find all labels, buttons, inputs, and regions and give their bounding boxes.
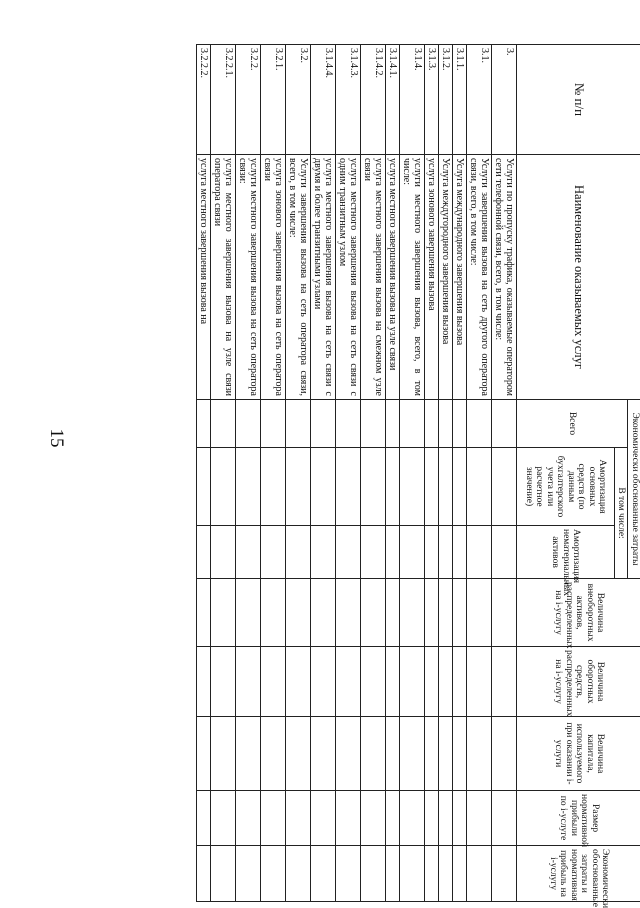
row-value-cell xyxy=(361,717,386,791)
table-row xyxy=(197,45,211,902)
row-value-cell xyxy=(286,400,311,448)
row-value-cell xyxy=(492,791,517,846)
row-value-cell xyxy=(425,526,439,579)
row-service-name: Услуги завершения вызова на сеть другого оператора связи, всего, в том числе: xyxy=(467,155,492,400)
row-value-cell xyxy=(439,647,453,717)
row-value-cell xyxy=(492,647,517,717)
row-value-cell xyxy=(453,448,467,526)
row-value-cell xyxy=(261,846,286,902)
row-number: 3.2. xyxy=(286,45,311,155)
row-value-cell xyxy=(261,448,286,526)
row-value-cell xyxy=(197,400,211,448)
row-value-cell xyxy=(197,846,211,902)
row-value-cell xyxy=(211,400,236,448)
row-value-cell xyxy=(336,526,361,579)
row-value-cell xyxy=(336,647,361,717)
row-number: 3.1.4.1. xyxy=(386,45,400,155)
row-service-name: услуга местного завершения вызова на сеть связи с одним транзитным узлом xyxy=(336,155,361,400)
row-number: 3.1.3. xyxy=(425,45,439,155)
header-econ-group: Экономически обоснованные затраты xyxy=(628,400,640,579)
row-value-cell xyxy=(492,717,517,791)
row-value-cell xyxy=(400,579,425,647)
header-amort-fixed: Амортизация основных средств (по данным бухгалтерского учета или расчетное значение) xyxy=(517,448,615,526)
row-number: 3.2.2.2. xyxy=(197,45,211,155)
table-row xyxy=(336,45,361,902)
rotated-table-container xyxy=(221,44,640,901)
row-value-cell xyxy=(361,448,386,526)
row-number: 3.2.2.1. xyxy=(211,45,236,155)
table-row xyxy=(492,45,517,902)
table-row xyxy=(453,45,467,902)
row-value-cell xyxy=(286,647,311,717)
row-value-cell xyxy=(311,400,336,448)
row-value-cell xyxy=(236,647,261,717)
row-value-cell xyxy=(400,448,425,526)
row-value-cell xyxy=(286,791,311,846)
row-value-cell xyxy=(336,717,361,791)
row-number: 3.1.2. xyxy=(439,45,453,155)
row-value-cell xyxy=(439,791,453,846)
table-row xyxy=(311,45,336,902)
row-value-cell xyxy=(400,400,425,448)
row-value-cell xyxy=(386,647,400,717)
row-number: 3.1. xyxy=(467,45,492,155)
row-value-cell xyxy=(453,791,467,846)
header-profit-size: Размер нормативной прибыли по i-услуге xyxy=(517,791,640,846)
row-service-name: Услуги завершения вызова на сеть оператора связи, всего, в том числе: xyxy=(286,155,311,400)
row-service-name: услуги местного завершения вызова на сеть оператора связи: xyxy=(236,155,261,400)
row-service-name: Услуга международного завершения вызова xyxy=(453,155,467,400)
row-value-cell xyxy=(311,448,336,526)
row-value-cell xyxy=(467,647,492,717)
cost-table xyxy=(196,44,640,902)
row-number: 3.2.1. xyxy=(261,45,286,155)
row-value-cell xyxy=(197,647,211,717)
header-num: № п/п xyxy=(517,45,640,155)
table-row xyxy=(286,45,311,902)
row-value-cell xyxy=(311,717,336,791)
header-capital: Величина капитала, используемого при оказании i-услуги xyxy=(517,717,640,791)
row-value-cell xyxy=(211,579,236,647)
table-row xyxy=(361,45,386,902)
row-service-name: услуга местного завершения вызова на узле связи xyxy=(386,155,400,400)
row-value-cell xyxy=(400,717,425,791)
row-value-cell xyxy=(467,846,492,902)
header-total: Всего xyxy=(517,400,629,448)
row-value-cell xyxy=(400,647,425,717)
row-value-cell xyxy=(236,579,261,647)
row-value-cell xyxy=(311,526,336,579)
header-name: Наименование оказываемых услуг xyxy=(517,155,640,400)
row-value-cell xyxy=(197,448,211,526)
row-value-cell xyxy=(236,846,261,902)
row-value-cell xyxy=(311,647,336,717)
row-value-cell xyxy=(211,717,236,791)
row-value-cell xyxy=(361,526,386,579)
row-value-cell xyxy=(261,717,286,791)
row-value-cell xyxy=(453,400,467,448)
row-value-cell xyxy=(361,400,386,448)
row-value-cell xyxy=(286,717,311,791)
row-value-cell xyxy=(492,400,517,448)
row-number: 3.1.4.4. xyxy=(311,45,336,155)
row-value-cell xyxy=(439,846,453,902)
row-value-cell xyxy=(467,448,492,526)
row-value-cell xyxy=(453,717,467,791)
row-number: 3.1.4.2. xyxy=(361,45,386,155)
table-row xyxy=(467,45,492,902)
row-value-cell xyxy=(261,526,286,579)
row-value-cell xyxy=(211,791,236,846)
row-value-cell xyxy=(425,448,439,526)
row-value-cell xyxy=(236,400,261,448)
table-body xyxy=(197,45,517,902)
row-value-cell xyxy=(492,579,517,647)
row-value-cell xyxy=(286,526,311,579)
row-value-cell xyxy=(311,846,336,902)
row-service-name: услуга местного завершения вызова на сеть связи с двумя и более транзитными узлами xyxy=(311,155,336,400)
row-value-cell xyxy=(386,717,400,791)
row-number: 3.1.1. xyxy=(453,45,467,155)
row-value-cell xyxy=(261,647,286,717)
table-row xyxy=(439,45,453,902)
header-econ-profit: Экономически обоснованные затраты и нормативная прибыль на i-услугу xyxy=(517,846,640,902)
table-row xyxy=(236,45,261,902)
row-value-cell xyxy=(361,791,386,846)
row-value-cell xyxy=(261,791,286,846)
row-service-name: услуга зонового завершения вызова на сеть оператора связи xyxy=(261,155,286,400)
row-value-cell xyxy=(336,400,361,448)
row-value-cell xyxy=(336,791,361,846)
header-current-assets: Величина оборотных средств, распределенных на i-услугу xyxy=(517,647,640,717)
row-value-cell xyxy=(261,400,286,448)
row-value-cell xyxy=(386,526,400,579)
row-value-cell xyxy=(439,717,453,791)
row-value-cell xyxy=(386,579,400,647)
row-value-cell xyxy=(211,647,236,717)
row-value-cell xyxy=(425,647,439,717)
row-value-cell xyxy=(211,448,236,526)
row-number: 3.1.4.3. xyxy=(336,45,361,155)
row-value-cell xyxy=(467,717,492,791)
header-noncurrent-assets: Величина внеоборотных активов, распределенных на i-услугу xyxy=(517,579,640,647)
row-value-cell xyxy=(286,448,311,526)
row-number: 3. xyxy=(492,45,517,155)
row-value-cell xyxy=(492,448,517,526)
row-value-cell xyxy=(286,846,311,902)
row-value-cell xyxy=(467,526,492,579)
page-number: 15 xyxy=(45,418,67,458)
row-value-cell xyxy=(197,526,211,579)
row-service-name: услуга зонового завершения вызова xyxy=(425,155,439,400)
row-value-cell xyxy=(492,526,517,579)
row-value-cell xyxy=(197,579,211,647)
row-service-name: услуга местного завершения вызова на xyxy=(197,155,211,400)
row-value-cell xyxy=(453,526,467,579)
row-value-cell xyxy=(439,400,453,448)
table-row xyxy=(261,45,286,902)
row-value-cell xyxy=(311,791,336,846)
row-value-cell xyxy=(197,717,211,791)
row-value-cell xyxy=(425,846,439,902)
row-value-cell xyxy=(453,647,467,717)
table-row xyxy=(386,45,400,902)
header-of-which: В том числе: xyxy=(615,448,629,579)
table-row xyxy=(211,45,236,902)
row-value-cell xyxy=(386,448,400,526)
row-service-name: Услуги по пропуску трафика, оказываемые оператором сети телефонной связи, всего, в том числе: xyxy=(492,155,517,400)
row-value-cell xyxy=(236,717,261,791)
row-service-name: услуги местного завершения вызова, всего, в том числе: xyxy=(400,155,425,400)
row-value-cell xyxy=(361,579,386,647)
row-value-cell xyxy=(386,846,400,902)
row-value-cell xyxy=(400,791,425,846)
row-value-cell xyxy=(386,400,400,448)
row-value-cell xyxy=(400,846,425,902)
row-value-cell xyxy=(467,791,492,846)
row-value-cell xyxy=(467,400,492,448)
row-value-cell xyxy=(261,579,286,647)
row-value-cell xyxy=(236,526,261,579)
row-value-cell xyxy=(211,526,236,579)
row-value-cell xyxy=(386,791,400,846)
row-number: 3.2.2. xyxy=(236,45,261,155)
row-value-cell xyxy=(197,791,211,846)
table-row xyxy=(425,45,439,902)
row-value-cell xyxy=(467,579,492,647)
row-value-cell xyxy=(336,846,361,902)
row-value-cell xyxy=(425,791,439,846)
row-value-cell xyxy=(425,579,439,647)
header-amort-intangible: Амортизация нематериальных активов xyxy=(517,526,615,579)
row-value-cell xyxy=(453,579,467,647)
row-value-cell xyxy=(311,579,336,647)
row-value-cell xyxy=(453,846,467,902)
row-value-cell xyxy=(425,717,439,791)
row-number: 3.1.4. xyxy=(400,45,425,155)
row-service-name: услуга местного завершения вызова на смежном узле связи xyxy=(361,155,386,400)
row-service-name: услуга местного завершения вызова на узле связи оператора связи xyxy=(211,155,236,400)
row-service-name: Услуга междугородного завершения вызова xyxy=(439,155,453,400)
row-value-cell xyxy=(439,526,453,579)
row-value-cell xyxy=(439,579,453,647)
row-value-cell xyxy=(425,400,439,448)
row-value-cell xyxy=(361,846,386,902)
table-row xyxy=(400,45,425,902)
row-value-cell xyxy=(236,791,261,846)
row-value-cell xyxy=(492,846,517,902)
row-value-cell xyxy=(439,448,453,526)
row-value-cell xyxy=(400,526,425,579)
row-value-cell xyxy=(336,448,361,526)
row-value-cell xyxy=(211,846,236,902)
row-value-cell xyxy=(236,448,261,526)
row-value-cell xyxy=(286,579,311,647)
row-value-cell xyxy=(361,647,386,717)
row-value-cell xyxy=(336,579,361,647)
